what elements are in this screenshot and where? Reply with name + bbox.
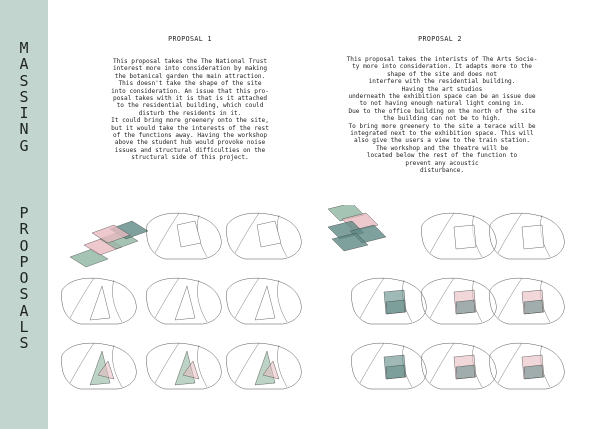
title-letter: O bbox=[19, 236, 29, 255]
p1-mass-1-2 bbox=[255, 286, 275, 320]
title-word-massing bbox=[0, 40, 48, 154]
title-letter: S bbox=[19, 87, 29, 106]
p2-mass-b-2-1 bbox=[456, 365, 475, 379]
title-word-proposals bbox=[0, 205, 48, 352]
title-letter: G bbox=[19, 136, 29, 155]
title-letter: A bbox=[19, 55, 29, 74]
proposal-2-title: PROPOSAL 2 bbox=[418, 35, 462, 43]
proposal-2-text: This proposal takes the interists of The Arts Socie- ty more into consideration. It adapts more to the shape of the site and does not interfere with the residential building. Having the art studios underneath the exhibition space can be an issue due to not having enough natural light coming in. Due to the office building on the north of the site the building can not be to high. To bring more greenery to the site a terace will be integrated next to the exhibition space. This will also give the users a view to the train station. The workshop and the theatre will be located below the rest of the function to prevent any acoustic disturbance. bbox=[346, 56, 538, 175]
title-letter: S bbox=[19, 285, 29, 304]
title-letter: S bbox=[19, 334, 29, 353]
p2-mass-0-2 bbox=[522, 225, 544, 249]
proposal-1-text: This proposal takes the The National Trust interest more into consideration by making the botanical garden the main attraction. This doesn't take the shape of the site into consideration. An issue that this pro- posal takes with it is that is it attached to the residential building, which could disturb the residents in it. It could bring more greenery onto the site, but it would take the interests of the rest of the functions away. Having the workshop above the student hub would provoke noise issues and structural difficulties on the structural side of this project. bbox=[111, 58, 269, 162]
p1-mass-1-0 bbox=[90, 286, 110, 320]
title-letter: I bbox=[19, 104, 29, 123]
title-letter: L bbox=[19, 318, 29, 337]
title-letter: O bbox=[19, 269, 29, 288]
title-letter: P bbox=[19, 252, 29, 271]
title-letter: R bbox=[19, 220, 29, 239]
proposal-1-title: PROPOSAL 1 bbox=[168, 35, 212, 43]
p1-mass-1-1 bbox=[175, 286, 195, 320]
p2-mass-b-2-2 bbox=[524, 365, 543, 379]
massing-diagrams bbox=[60, 205, 606, 405]
title-letter: N bbox=[19, 120, 29, 139]
title-letter: P bbox=[19, 204, 29, 222]
p2-mass-b-1-2 bbox=[524, 300, 543, 314]
p2-mass-b-1-1 bbox=[456, 300, 475, 314]
title-letter: S bbox=[19, 71, 29, 90]
title-letter: A bbox=[19, 301, 29, 320]
title-letter: M bbox=[19, 39, 29, 57]
p2-mass-b-2-0 bbox=[386, 365, 405, 379]
p2-mass-b-1-0 bbox=[386, 300, 405, 314]
p2-mass-0-1 bbox=[454, 225, 476, 249]
